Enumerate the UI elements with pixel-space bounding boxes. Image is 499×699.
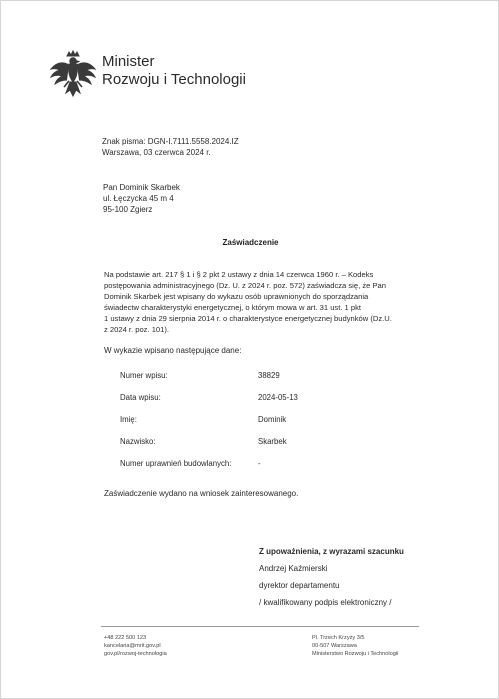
footer-divider <box>101 626 419 627</box>
footer-address-city: 00-507 Warszawa <box>312 643 357 649</box>
paragraph-line: Dominik Skarbek jest wpisany do wykazu osób uprawnionych do sporządzania <box>104 292 369 301</box>
recipient-street: ul. Łęczycka 45 m 4 <box>103 194 174 203</box>
paragraph-line: z 2024 r. poz. 101). <box>104 325 170 334</box>
field-value: - <box>258 459 261 468</box>
signature-block <box>259 543 404 611</box>
footer-phone: +48 222 500 123 <box>104 635 147 641</box>
paragraph-line: Na podstawie art. 217 § 1 i § 2 pkt 2 ustawy z dnia 14 czerwca 1960 r. – Kodeks <box>104 270 374 279</box>
footer-web: gov.pl/rozwoj-technologia <box>104 651 167 657</box>
listed-intro: W wykazie wpisano następujące dane: <box>104 346 242 355</box>
field-label: Numer uprawnień budowlanych: <box>120 459 232 468</box>
place-date: Warszawa, 03 czerwca 2024 r. <box>102 148 211 157</box>
body-paragraph <box>104 269 414 335</box>
field-label: Nazwisko: <box>120 437 156 446</box>
ministry-name-line1: Minister <box>102 53 155 70</box>
footer-address-ministry: Ministerstwo Rozwoju i Technologii <box>312 651 399 657</box>
footer-address-street: Pl. Trzech Krzyży 3/5 <box>312 635 365 641</box>
signature-closing: Z upoważnienia, z wyrazami szacunku <box>259 547 404 556</box>
footer-email: kancelaria@mrit.gov.pl <box>104 643 161 649</box>
footer-address <box>312 634 398 658</box>
issued-note: Zaświadczenie wydano na wniosek zainteresowanego. <box>104 489 299 498</box>
footer-contact <box>104 634 167 658</box>
paragraph-line: postępowania administracyjnego (Dz. U. z 2024 r. poz. 572) zaświadcza się, że Pan <box>104 281 386 290</box>
field-label: Numer wpisu: <box>120 371 168 380</box>
recipient-name: Pan Dominik Skarbek <box>103 183 180 192</box>
paragraph-line: świadectw charakterystyki energetycznej, o którym mowa w art. 31 ust. 1 pkt <box>104 303 362 312</box>
recipient-address <box>103 182 180 215</box>
signature-note: / kwalifikowany podpis elektroniczny / <box>259 598 392 607</box>
field-value: Dominik <box>258 415 287 424</box>
field-label: Data wpisu: <box>120 393 161 402</box>
case-number: Znak pisma: DGN-I.7111.5558.2024.IZ <box>102 137 239 146</box>
signatory-name: Andrzej Kaźmierski <box>259 564 328 573</box>
field-value: 38829 <box>258 371 280 380</box>
paragraph-line: 1 ustawy z dnia 29 sierpnia 2014 r. o charakterystyce energetycznej budynków (Dz.U. <box>104 314 392 323</box>
polish-eagle-emblem-icon <box>48 49 98 101</box>
reference-block <box>102 136 239 158</box>
ministry-name-line2: Rozwoju i Technologii <box>102 71 246 88</box>
recipient-city: 95-100 Zgierz <box>103 205 153 214</box>
document-title: Zaświadczenie <box>222 238 279 247</box>
ministry-name <box>102 53 246 89</box>
field-value: 2024-05-13 <box>258 393 298 402</box>
field-label: Imię: <box>120 415 137 424</box>
field-value: Skarbek <box>258 437 287 446</box>
signatory-position: dyrektor departamentu <box>259 581 340 590</box>
